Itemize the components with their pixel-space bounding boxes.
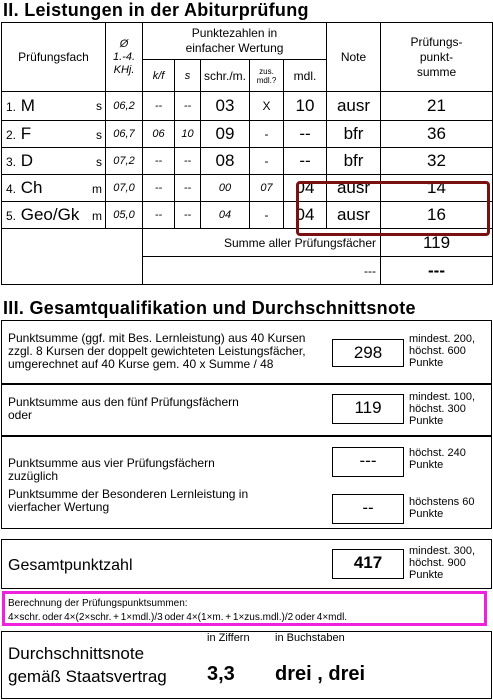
cell-sum: 36 [381, 121, 493, 148]
block-total-note: mindest. 300, höchst. 900 Punkte [409, 545, 476, 581]
section3-title: III. Gesamtqualifikation und Durchschnittsnote [3, 298, 416, 318]
cell-zus: X [250, 92, 284, 121]
cell-average: 06,2 [106, 92, 143, 121]
block-grade [1, 631, 492, 699]
block-four-subjects-text: Punktsumme aus vier Prüfungsfächern zuzüglich [8, 456, 215, 483]
cell-kf: -- [143, 175, 175, 202]
cell-sum: 21 [381, 92, 493, 121]
calc-box [2, 591, 487, 626]
subject-level: m [92, 209, 102, 223]
cell-note: ausr [327, 175, 381, 202]
cell-average: 07,0 [106, 175, 143, 202]
cell-zus: - [250, 121, 284, 148]
grade-title-1: Durchschnittsnote [8, 644, 145, 663]
cell-sum: 32 [381, 148, 493, 175]
cell-average: 05,0 [106, 202, 143, 229]
header-mdl: mdl. [284, 60, 327, 92]
extra-value: --- [381, 257, 493, 285]
cell-mdl: 04 [284, 175, 327, 202]
header-sum: Prüfungs- punkt- summe [381, 23, 493, 92]
block-four-subjects-value: --- [332, 447, 404, 477]
block-course-sum-text: Punktsumme (ggf. mit Bes. Lernleistung) aus 40 Kursen zzgl. 8 Kursen der doppelt gewichteten Leistungsfächer, umgerechnet auf 40 Kurse gem. 40 x Summe / 48 [8, 331, 306, 371]
cell-mdl: -- [284, 121, 327, 148]
table-row [2, 121, 493, 148]
cell-note: bfr [327, 121, 381, 148]
grade-label-letters: in Buchstaben [275, 632, 345, 644]
cell-schr: 04 [201, 202, 250, 229]
subject-number: 1. [6, 100, 17, 114]
block-total-value: 417 [332, 549, 404, 579]
cell-mdl: 04 [284, 202, 327, 229]
block-five-subjects-note: mindest. 100, höchst. 300 Punkte [409, 391, 476, 427]
header-points-group: Punktezahlen in einfacher Wertung [143, 23, 327, 60]
subject-name: M [20, 96, 35, 115]
header-s: s [175, 60, 201, 92]
subject-level: s [96, 99, 102, 113]
table-row [2, 148, 493, 175]
block-special-value: -- [332, 494, 404, 524]
block-five-subjects [1, 384, 492, 436]
extra-label: --- [143, 257, 381, 285]
block-course-sum [1, 320, 492, 384]
cell-s: -- [175, 175, 201, 202]
cell-schr: 08 [201, 148, 250, 175]
block-course-sum-note: mindest. 200, höchst. 600 Punkte [409, 333, 476, 369]
subject-number: 2. [6, 128, 17, 142]
block-five-subjects-text: Punktsumme aus den fünf Prüfungsfächern oder [8, 395, 239, 422]
block-total-text: Gesamtpunktzahl [8, 557, 133, 574]
cell-zus: - [250, 202, 284, 229]
header-schr: schr./m. [201, 60, 250, 92]
cell-average: 06,7 [106, 121, 143, 148]
cell-note: ausr [327, 202, 381, 229]
subject-level: m [92, 182, 102, 196]
block-five-subjects-value: 119 [332, 394, 404, 424]
cell-s: -- [175, 202, 201, 229]
cell-schr: 03 [201, 92, 250, 121]
table-row [2, 92, 493, 121]
header-average: Ø 1.-4. KHj. [106, 23, 143, 92]
cell-sum: 16 [381, 202, 493, 229]
cell-sum: 14 [381, 175, 493, 202]
subject-name: D [20, 151, 34, 170]
header-zus: zus. mdl.? [250, 60, 284, 92]
subject-level: s [96, 155, 102, 169]
subject-name: Ch [20, 178, 43, 197]
cell-s: -- [175, 148, 201, 175]
block-special-text: Punktsumme der Besonderen Lernleistung in vierfacher Wertung [8, 487, 249, 514]
cell-s: 10 [175, 121, 201, 148]
block-special-note: höchstens 60 Punkte [409, 496, 475, 520]
block-course-sum-value: 298 [332, 339, 404, 367]
subject-name: Geo/Gk [20, 205, 80, 224]
cell-zus: 07 [250, 175, 284, 202]
grade-letters: drei , drei [275, 663, 366, 685]
calc-title: Berechnung der Prüfungspunktsummen: [8, 598, 188, 609]
cell-kf: 06 [143, 121, 175, 148]
total-label: Summe aller Prüfungsfächer [143, 229, 381, 257]
cell-note: ausr [327, 92, 381, 121]
subject-number: 5. [6, 209, 17, 223]
cell-schr: 00 [201, 175, 250, 202]
subject-level: s [96, 128, 102, 142]
total-value: 119 [381, 229, 493, 257]
grade-digits: 3,3 [207, 663, 235, 685]
cell-mdl: -- [284, 148, 327, 175]
cell-average: 07,2 [106, 148, 143, 175]
exam-results-table [1, 22, 493, 285]
grade-label-digits: in Ziffern [207, 632, 250, 644]
block-four-subjects [1, 436, 492, 529]
subject-number: 4. [6, 182, 17, 196]
block-total [1, 539, 492, 589]
cell-zus: - [250, 148, 284, 175]
cell-schr: 09 [201, 121, 250, 148]
section2-title: II. Leistungen in der Abiturprüfung [3, 0, 309, 20]
cell-mdl: 10 [284, 92, 327, 121]
cell-kf: -- [143, 92, 175, 121]
header-kf: k/f [143, 60, 175, 92]
grade-title-2: gemäß Staatsvertrag [8, 667, 167, 686]
block-four-subjects-note: höchst. 240 Punkte [409, 447, 466, 471]
header-note: Note [327, 23, 381, 92]
cell-s: -- [175, 92, 201, 121]
cell-kf: -- [143, 148, 175, 175]
subject-number: 3. [6, 155, 17, 169]
highlight-box-red [296, 181, 490, 236]
subject-name: F [20, 124, 32, 143]
header-subject: Prüfungsfach [2, 23, 106, 92]
cell-kf: -- [143, 202, 175, 229]
cell-note: bfr [327, 148, 381, 175]
calc-formula: 4×schr. oder 4×(2×schr. + 1×mdl.)/3 oder 4×(1×m. + 1×zus.mdl.)/2 oder 4×mdl. [8, 612, 348, 623]
